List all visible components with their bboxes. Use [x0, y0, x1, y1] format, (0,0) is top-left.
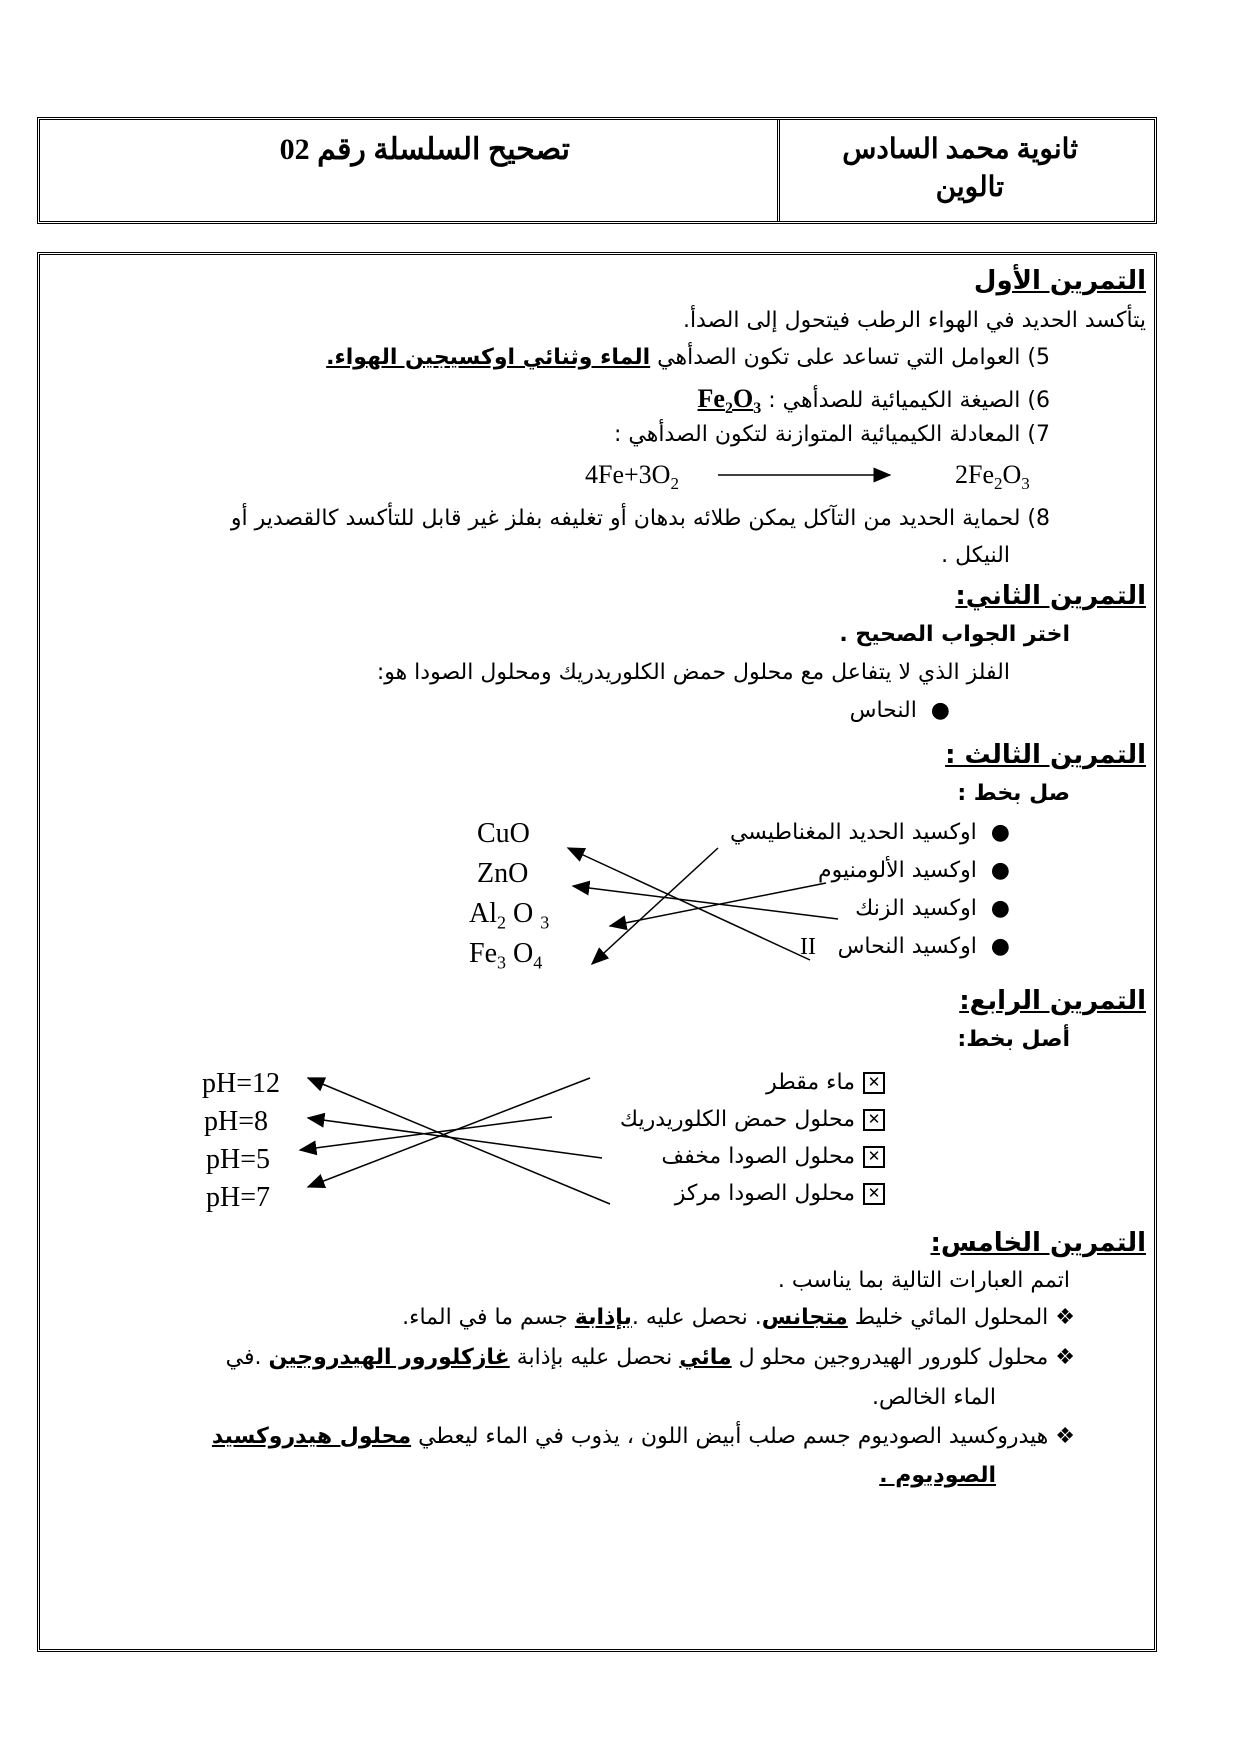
school-name: ثانوية محمد السادس: [842, 134, 1078, 165]
ex1-intro: يتأكسد الحديد في الهواء الرطب فيتحول إلى الصدأ.: [682, 308, 1146, 333]
ex4-right-4: pH=7: [206, 1182, 271, 1213]
ex1-q8-line2: النيكل .: [941, 543, 1010, 568]
checkbox-icon: ✕: [863, 1109, 885, 1131]
ex3-left-2: ● اوكسيد الألومنيوم: [818, 858, 1010, 883]
ex3-left-4: ● اوكسيد النحاس: [837, 934, 1010, 959]
bullet-icon: ●: [976, 858, 1010, 883]
ex5-s3-line2: الصوديوم .: [879, 1463, 996, 1488]
ex5-s2-line2: الماء الخالص.: [872, 1385, 996, 1410]
bullet-icon: ●: [976, 896, 1010, 921]
ex4-right-1: pH=12: [202, 1068, 281, 1099]
ex2-question: الفلز الذي لا يتفاعل مع محلول حمض الكلوريدريك ومحلول الصودا هو:: [376, 660, 1010, 685]
eq-right: $2Fe_2O_3$: [955, 460, 1030, 494]
ex1-q7: 7) المعادلة الكيميائية المتوازنة لتكون الصدأهي :: [613, 422, 1050, 447]
checkbox-icon: ✕: [863, 1183, 885, 1205]
ex4-left-2: ✕محلول حمض الكلوريدريك: [620, 1107, 885, 1132]
bullet-icon: ●: [976, 934, 1010, 959]
ex3-left-1: ● اوكسيد الحديد المغناطيسي: [729, 820, 1010, 845]
ex3-right-1: CuO: [477, 818, 530, 849]
ex5-s3: ❖ هيدروكسيد الصوديوم جسم صلب أبيض اللون ، يذوب في الماء ليعطي محلول هيدروكسيد: [211, 1424, 1075, 1449]
q5-answer: الماء وثنائي اوكسيجين الهواء.: [326, 345, 651, 370]
ex5-instruction: اتمم العبارات التالية بما يناسب .: [777, 1268, 1070, 1293]
ex3-instruction: صل بخط :: [957, 781, 1070, 806]
ex2-answer: النحاس: [849, 698, 917, 723]
ex5-s1: ❖ المحلول المائي خليط متجانس. نحصل عليه .بإذابة جسم ما في الماء.: [402, 1305, 1075, 1330]
ex4-left-3: ✕محلول الصودا مخفف: [661, 1144, 885, 1169]
ex2-instruction: اختر الجواب الصحيح .: [839, 622, 1070, 647]
bullet-icon: ●: [976, 820, 1010, 845]
ex3-left-3: ● اوكسيد الزنك: [855, 896, 1010, 921]
ex4-right-2: pH=8: [204, 1106, 269, 1137]
ex2-title: التمرين الثاني:: [955, 581, 1146, 611]
ex3-line-3: [573, 886, 838, 919]
ex5-title: التمرين الخامس:: [930, 1228, 1146, 1258]
ex4-line-1: [308, 1078, 590, 1187]
ex3-line-4: [568, 848, 810, 960]
eq-left: $4Fe+3O_2$: [585, 460, 679, 494]
ex4-title: التمرين الرابع:: [959, 986, 1146, 1016]
ex4-line-4: [308, 1078, 610, 1204]
q6-answer: $Fe_2O_3$: [697, 384, 762, 418]
ex4-line-3: [308, 1118, 602, 1158]
q5-text: 5) العوامل التي تساعد على تكون الصدأهي: [657, 345, 1050, 370]
ex1-title: التمرين الأول: [973, 266, 1146, 296]
q6-text: 6) الصيغة الكيميائية للصدأهي :: [768, 388, 1050, 413]
ex4-left-1: ✕ماء مقطر: [766, 1070, 885, 1095]
diamond-icon: ❖: [1055, 1345, 1075, 1370]
page-title: تصحيح السلسلة رقم 02: [279, 133, 570, 166]
ex1-q8-line1: 8) لحماية الحديد من التآكل يمكن طلائه بدهان أو تغليفه بفلز غير قابل للتأكسد كالقصدير أو: [230, 506, 1050, 531]
ex3-stray-mark: II: [800, 934, 816, 960]
city-name: تالوين: [935, 172, 1004, 203]
ex3-title: التمرين الثالث :: [945, 740, 1146, 770]
checkbox-icon: ✕: [863, 1072, 885, 1094]
ex3-right-3: $Al_2$ O $_3$: [469, 898, 550, 933]
bullet-icon: ●: [916, 698, 950, 723]
ex3-line-1: [592, 848, 718, 964]
ex3-right-2: ZnO: [477, 858, 529, 889]
ex4-right-3: pH=5: [206, 1144, 271, 1175]
checkbox-icon: ✕: [863, 1146, 885, 1168]
ex4-instruction: أصل بخط:: [957, 1027, 1070, 1052]
ex5-s2: ❖ محلول كلورور الهيدروجين محلو ل مائي نحصل عليه بإذابة غازكلورور الهيدروجين .في: [225, 1345, 1075, 1370]
ex4-left-4: ✕محلول الصودا مركز: [675, 1181, 885, 1206]
diamond-icon: ❖: [1055, 1305, 1075, 1330]
diamond-icon: ❖: [1055, 1424, 1075, 1449]
ex3-right-4: $Fe_3$ $O_4$: [469, 938, 543, 973]
